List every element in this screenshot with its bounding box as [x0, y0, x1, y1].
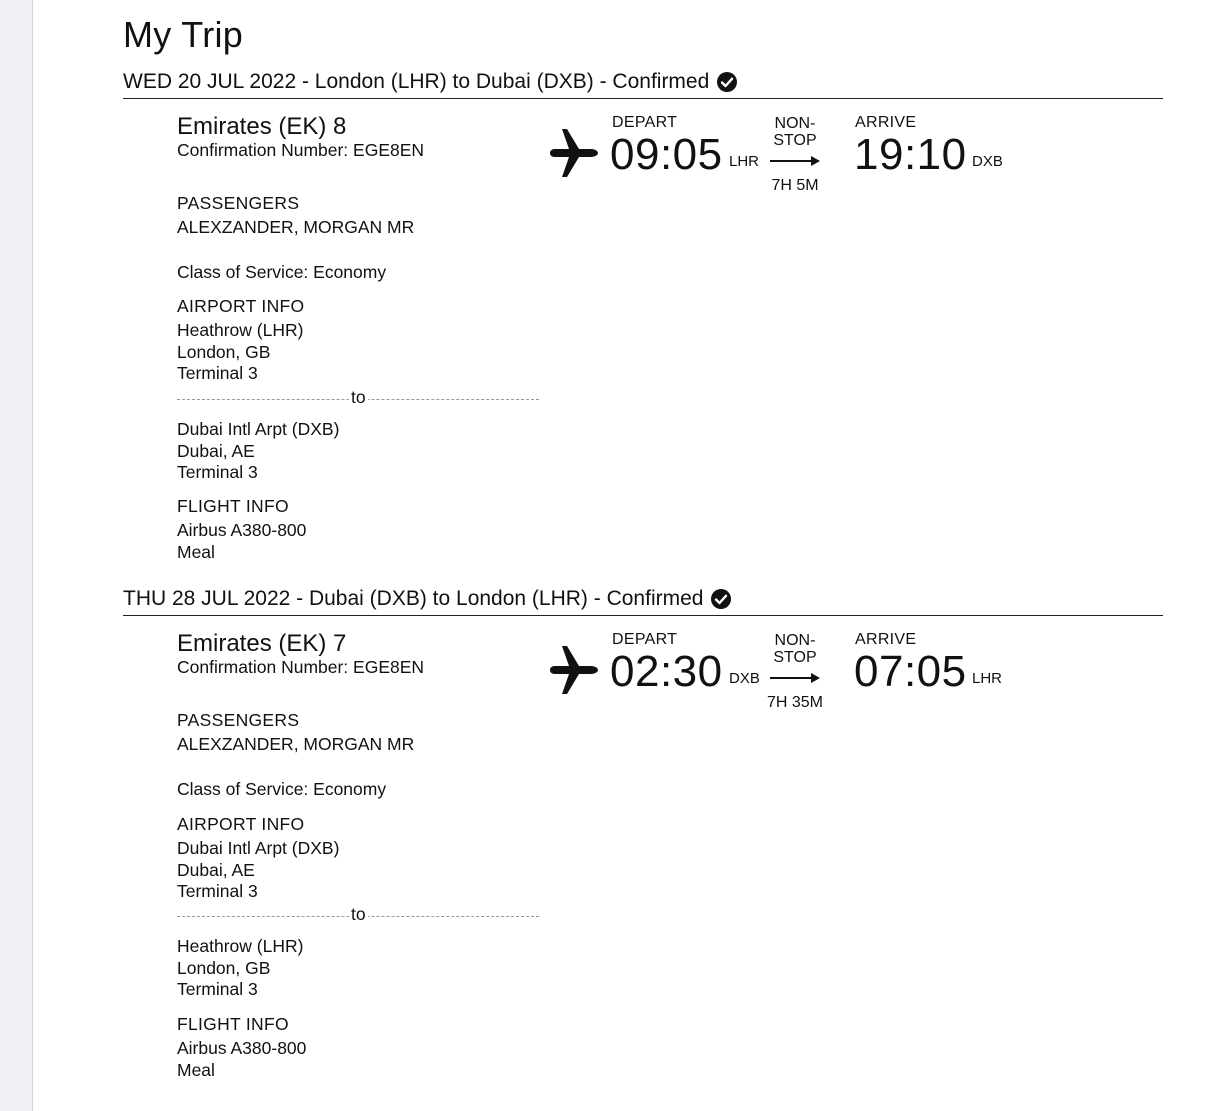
confirmation-number: Confirmation Number: EGE8EN — [177, 657, 425, 677]
confirmation-number: Confirmation Number: EGE8EN — [177, 140, 425, 160]
origin-airport-terminal: Terminal 3 — [177, 881, 258, 901]
aircraft-type: Airbus A380-800 — [177, 520, 307, 540]
to-label: to — [351, 904, 366, 924]
passengers-section — [177, 710, 414, 756]
origin-airport-name: Dubai Intl Arpt (DXB) — [177, 838, 340, 858]
depart-label: DEPART — [612, 114, 678, 131]
destination-airport-name: Dubai Intl Arpt (DXB) — [177, 419, 340, 439]
nonstop-label — [765, 632, 825, 666]
meal-info: Meal — [177, 541, 215, 562]
passenger-name: ALEXZANDER, MORGAN MR — [177, 217, 415, 237]
origin-airport-city: Dubai, AE — [177, 859, 255, 880]
route-divider — [177, 906, 539, 926]
passenger-name: ALEXZANDER, MORGAN MR — [177, 734, 415, 754]
destination-airport-city: London, GB — [177, 957, 271, 978]
destination-airport — [177, 936, 303, 1001]
nonstop-line1: NON- — [774, 632, 816, 649]
destination-airport-name: Heathrow (LHR) — [177, 936, 304, 956]
arrive-airport-code: LHR — [972, 670, 1003, 687]
check-circle-icon — [711, 589, 731, 609]
flight-info-label: FLIGHT INFO — [177, 1014, 289, 1034]
passengers-label: PASSENGERS — [177, 710, 300, 730]
flight-duration: 7H 35M — [766, 694, 824, 711]
airport-info-section — [177, 814, 339, 903]
arrive-label: ARRIVE — [855, 114, 917, 131]
segment-header-text: WED 20 JUL 2022 - London (LHR) to Dubai (DXB) - Confirmed — [123, 70, 710, 93]
airplane-icon — [548, 127, 600, 179]
nonstop-line2: STOP — [773, 132, 817, 149]
destination-airport-city: Dubai, AE — [177, 440, 255, 461]
nonstop-line1: NON- — [774, 115, 816, 132]
segment-header-outbound — [123, 70, 1163, 99]
nonstop-line2: STOP — [773, 649, 817, 666]
airport-info-label: AIRPORT INFO — [177, 814, 305, 834]
route-divider — [177, 389, 539, 409]
depart-label: DEPART — [612, 631, 678, 648]
meal-info: Meal — [177, 1059, 215, 1080]
to-label: to — [351, 387, 366, 407]
airplane-icon — [548, 644, 600, 696]
left-gutter — [0, 0, 33, 1111]
passengers-section — [177, 193, 414, 239]
segment-header-text: THU 28 JUL 2022 - Dubai (DXB) to London (LHR) - Confirmed — [123, 587, 704, 610]
flight-summary-return — [177, 631, 424, 679]
class-of-service: Class of Service: Economy — [177, 262, 387, 282]
arrow-right-icon — [770, 156, 820, 166]
check-circle-icon — [717, 72, 737, 92]
nonstop-label — [765, 115, 825, 149]
origin-airport-city: London, GB — [177, 341, 271, 362]
depart-time: 09:05 — [610, 130, 723, 179]
arrive-label: ARRIVE — [855, 631, 917, 648]
origin-airport-name: Heathrow (LHR) — [177, 320, 304, 340]
flight-info-label: FLIGHT INFO — [177, 496, 289, 516]
flight-name: Emirates (EK) 8 — [177, 113, 347, 140]
arrive-time: 19:10 — [854, 130, 967, 179]
passengers-label: PASSENGERS — [177, 193, 300, 213]
arrive-time: 07:05 — [854, 647, 967, 696]
depart-airport-code: DXB — [729, 670, 760, 687]
flight-info-section — [177, 496, 306, 563]
page-title: My Trip — [123, 14, 244, 55]
flight-name: Emirates (EK) 7 — [177, 630, 347, 657]
arrow-right-icon — [770, 673, 820, 683]
destination-airport — [177, 419, 339, 484]
segment-header-return — [123, 587, 1163, 616]
airport-info-label: AIRPORT INFO — [177, 296, 305, 316]
class-of-service: Class of Service: Economy — [177, 779, 387, 799]
flight-info-section — [177, 1014, 306, 1081]
depart-airport-code: LHR — [729, 153, 760, 170]
depart-time: 02:30 — [610, 647, 723, 696]
airport-info-section — [177, 296, 304, 385]
flight-duration: 7H 5M — [771, 177, 819, 194]
aircraft-type: Airbus A380-800 — [177, 1038, 307, 1058]
destination-airport-terminal: Terminal 3 — [177, 979, 258, 999]
origin-airport-terminal: Terminal 3 — [177, 363, 258, 383]
arrive-airport-code: DXB — [972, 153, 1003, 170]
destination-airport-terminal: Terminal 3 — [177, 462, 258, 482]
flight-summary-outbound — [177, 114, 424, 162]
